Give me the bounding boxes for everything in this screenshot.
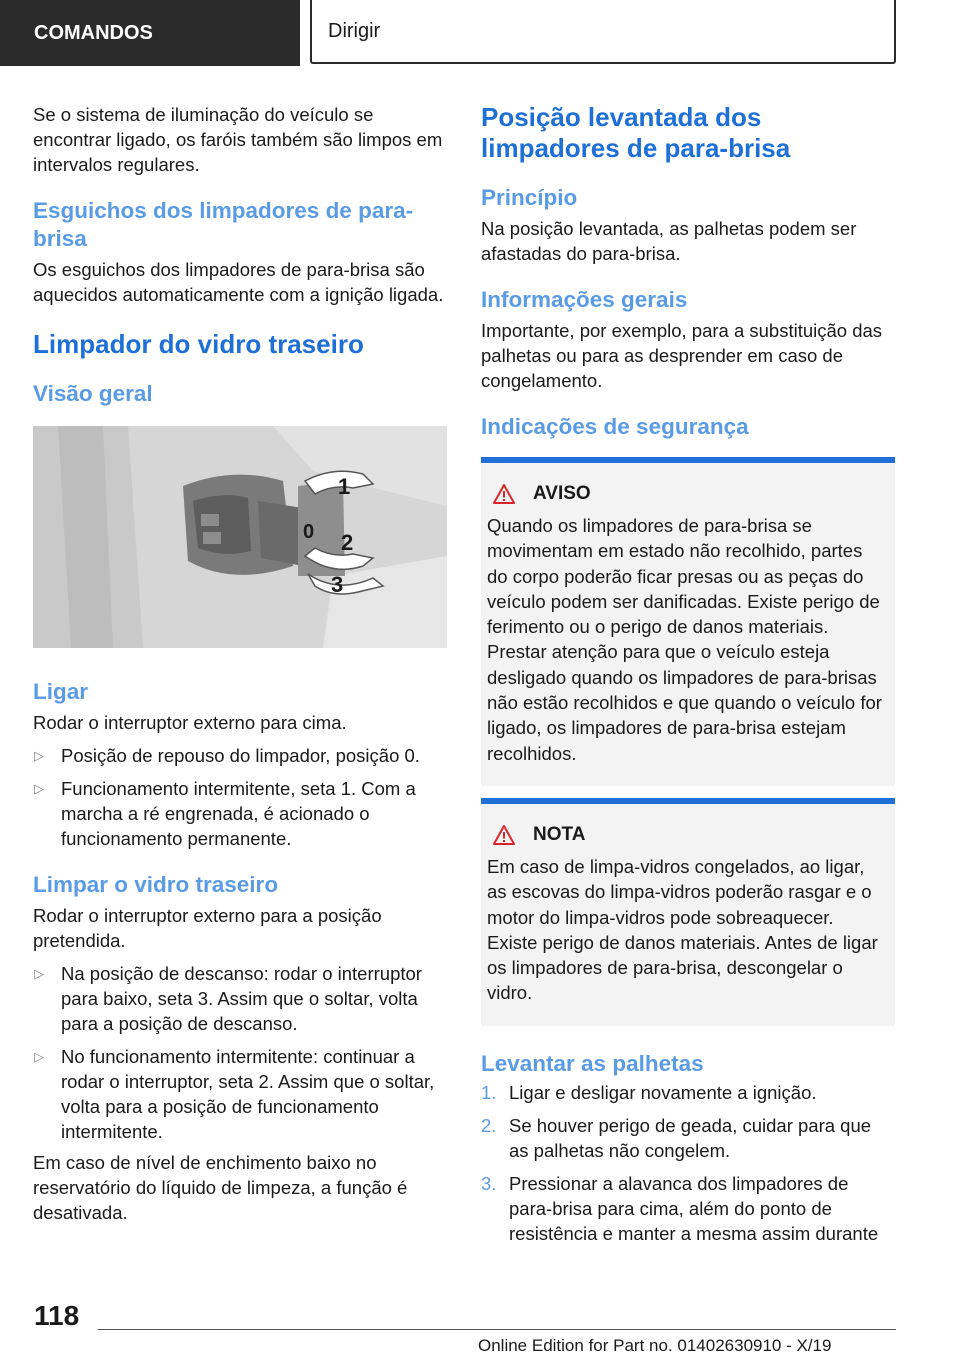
list-item	[481, 1171, 895, 1246]
list-item	[33, 776, 447, 851]
nota-label: NOTA	[533, 823, 586, 845]
step-text: Ligar e desligar novamente a ignição.	[509, 1081, 817, 1103]
triangle-bullet-icon: ▷	[34, 781, 44, 796]
rear-wiper-heading: Limpador do vidro traseiro	[33, 329, 364, 359]
principio-heading: Princípio	[481, 185, 578, 210]
esguichos-paragraph: Os esguichos dos limpadores de para-brisa são aquecidos automaticamente com a ignição ligada.	[33, 259, 444, 305]
info-heading: Informações gerais	[481, 287, 688, 312]
right-column	[481, 102, 895, 1246]
edition-note: Online Edition for Part no. 01402630910 - X/19	[478, 1336, 832, 1355]
page-number: 118	[34, 1300, 80, 1331]
intro-paragraph: Se o sistema de iluminação do veículo se encontrar ligado, os faróis também são limpos em intervalos regulares.	[33, 104, 443, 175]
header-section-label: COMANDOS	[34, 21, 153, 44]
list-item	[481, 1113, 895, 1163]
triangle-bullet-icon: ▷	[34, 748, 44, 763]
aviso-text: Quando os limpadores de para-brisa se movimentam em estado não recolhido, partes do corpo poderão ficar presas ou as peças do veículo podem ser danificadas. Existe perigo de ferimento ou o perigo de danos materiais. Prestar atenção para que o veículo esteja desligado quando os limpadores de para-brisas não estão recolhidos e que quando o veículo for ligado, os limpadores de para-brisa estejam recolhidos.	[487, 515, 882, 764]
list-item	[33, 961, 447, 1036]
principio-paragraph: Na posição levantada, as palhetas podem ser afastadas do para-brisa.	[481, 218, 857, 264]
list-item-text: No funcionamento intermitente: continuar a rodar o interruptor, seta 2. Assim que o soltar, volta para a posição de funcionamento intermitente.	[61, 1046, 435, 1142]
ligar-paragraph: Rodar o interruptor externo para cima.	[33, 712, 347, 733]
esguichos-heading: Esguichos dos limpadores de para-brisa	[33, 198, 414, 251]
figure-label-3: 3	[331, 572, 344, 597]
aviso-header	[487, 483, 887, 505]
limpar-paragraph: Rodar o interruptor externo para a posição pretendida.	[33, 905, 382, 951]
step-text: Se houver perigo de geada, cuidar para que as palhetas não congelem.	[509, 1114, 872, 1161]
ligar-heading: Ligar	[33, 679, 89, 704]
list-item-text: Na posição de descanso: rodar o interruptor para baixo, seta 3. Assim que o soltar, volta para a posição de descanso.	[61, 963, 422, 1034]
limpar-list	[33, 961, 447, 1144]
ligar-list	[33, 743, 447, 851]
levantar-heading: Levantar as palhetas	[481, 1050, 704, 1076]
info-paragraph: Importante, por exemplo, para a substituição das palhetas ou para as desprender em caso de congelamento.	[481, 320, 883, 391]
nota-box	[481, 798, 895, 1026]
triangle-bullet-icon: ▷	[34, 966, 44, 981]
header-chapter	[310, 0, 896, 64]
warning-triangle-icon	[493, 825, 515, 845]
aviso-label: AVISO	[533, 483, 591, 504]
triangle-bullet-icon: ▷	[34, 1049, 44, 1064]
footer-divider	[98, 1329, 896, 1330]
figure-label-0: 0	[303, 521, 315, 543]
header-chapter-label: Dirigir	[328, 19, 381, 42]
levantar-steps	[481, 1080, 895, 1246]
step-number: 1.	[481, 1081, 497, 1103]
warning-triangle-icon	[493, 484, 515, 504]
wiper-stalk-figure	[33, 426, 447, 648]
safety-heading: Indicações de segurança	[481, 414, 749, 439]
step-text: Pressionar a alavanca dos limpadores de para-brisa para cima, além do ponto de resistência e manter a mesma assim durante	[509, 1172, 879, 1244]
step-number: 3.	[481, 1172, 497, 1194]
limpar-heading: Limpar o vidro traseiro	[33, 872, 279, 897]
nota-header	[487, 824, 887, 846]
limpar-after-paragraph: Em caso de nível de enchimento baixo no reservatório do líquido de limpeza, a função é desativada.	[33, 1152, 408, 1223]
list-item-text: Funcionamento intermitente, seta 1. Com a marcha a ré engrenada, é acionado o funcionamento permanente.	[61, 778, 416, 849]
nota-text: Em caso de limpa-vidros congelados, ao ligar, as escovas do limpa-vidros poderão rasgar e o motor do limpa-vidros pode sobreaquecer. Existe perigo de danos materiais. Antes de ligar os limpadores de para-brisa, descongelar o vidro.	[487, 855, 878, 1004]
list-item	[33, 1044, 447, 1144]
step-number: 2.	[481, 1114, 497, 1136]
list-item	[481, 1080, 895, 1105]
wiper-stalk-illustration	[33, 426, 447, 648]
header-section	[0, 0, 300, 66]
overview-heading: Visão geral	[33, 381, 153, 406]
raised-position-heading: Posição levantada dos limpadores de para-brisa	[481, 102, 791, 163]
figure-label-1: 1	[338, 474, 351, 499]
list-item	[33, 743, 447, 768]
aviso-box	[481, 457, 895, 786]
figure-label-2: 2	[341, 530, 354, 555]
left-column	[33, 102, 447, 1225]
list-item-text: Posição de repouso do limpador, posição 0.	[61, 745, 420, 766]
